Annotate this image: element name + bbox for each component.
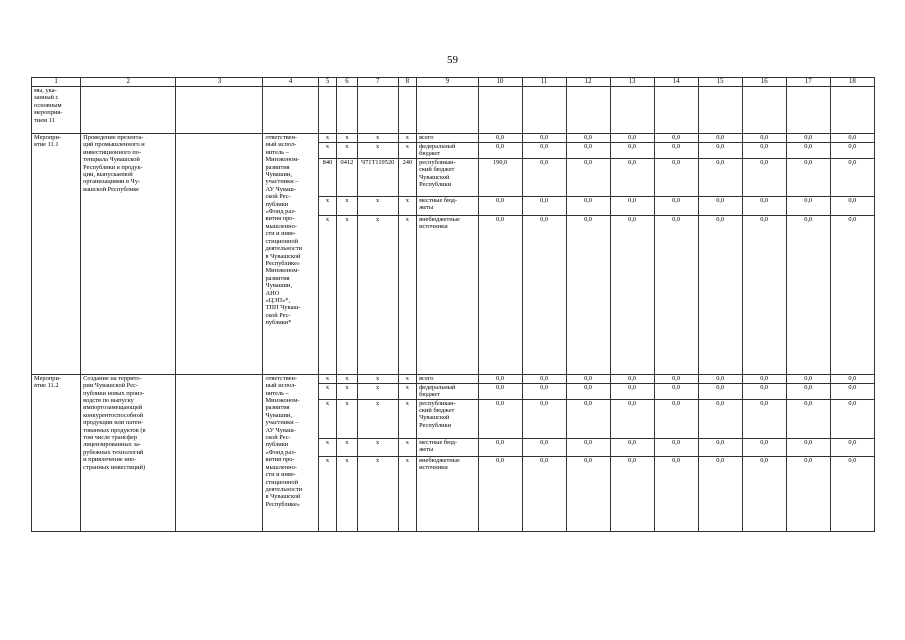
empty-cell bbox=[610, 87, 654, 134]
amount-cell: 0,0 bbox=[522, 438, 566, 456]
amount-cell: 0,0 bbox=[742, 143, 786, 159]
amount-cell: 0,0 bbox=[698, 143, 742, 159]
amount-cell: 0,0 bbox=[698, 134, 742, 143]
code-cell: x bbox=[357, 456, 398, 531]
header-cell: 13 bbox=[610, 78, 654, 87]
amount-cell: 0,0 bbox=[742, 383, 786, 399]
header-cell: 8 bbox=[398, 78, 416, 87]
code-cell: x bbox=[357, 134, 398, 143]
amount-cell: 0,0 bbox=[742, 399, 786, 438]
empty-cell bbox=[263, 87, 318, 134]
amount-cell: 0,0 bbox=[478, 134, 522, 143]
amount-cell: 0,0 bbox=[478, 215, 522, 374]
funding-source: всего bbox=[417, 134, 478, 143]
code-cell: 240 bbox=[398, 158, 416, 196]
funding-source: федеральный бюджет bbox=[417, 143, 478, 159]
code-cell: x bbox=[398, 143, 416, 159]
amount-cell: 0,0 bbox=[830, 143, 874, 159]
amount-cell: 0,0 bbox=[654, 374, 698, 383]
funding-source: местные бюд- жеты bbox=[417, 438, 478, 456]
header-cell: 4 bbox=[263, 78, 318, 87]
responsible-executor: ответствен- ный испол- нитель – Минэконом- развития Чувашии, участники – АУ Чуваш- ской Рес- публики «Фонд раз- вития про- мышленно- сти и инве- стиционной деятельности в Чувашской Республике» bbox=[263, 374, 318, 531]
amount-cell: 0,0 bbox=[742, 456, 786, 531]
amount-cell: 0,0 bbox=[786, 374, 830, 383]
code-cell: x bbox=[337, 134, 357, 143]
amount-cell: 0,0 bbox=[478, 196, 522, 215]
amount-cell: 0,0 bbox=[566, 158, 610, 196]
amount-cell: 0,0 bbox=[830, 196, 874, 215]
code-cell: x bbox=[337, 456, 357, 531]
code-cell: x bbox=[318, 374, 336, 383]
header-cell: 3 bbox=[176, 78, 263, 87]
amount-cell: 0,0 bbox=[478, 438, 522, 456]
amount-cell: 0,0 bbox=[742, 134, 786, 143]
amount-cell: 0,0 bbox=[830, 158, 874, 196]
amount-cell: 0,0 bbox=[654, 456, 698, 531]
code-cell: x bbox=[398, 215, 416, 374]
amount-cell: 0,0 bbox=[522, 383, 566, 399]
code-cell: x bbox=[318, 196, 336, 215]
amount-cell: 0,0 bbox=[566, 383, 610, 399]
code-cell: x bbox=[337, 438, 357, 456]
code-cell: x bbox=[398, 399, 416, 438]
amount-cell: 0,0 bbox=[566, 196, 610, 215]
table-row bbox=[32, 134, 875, 143]
code-cell: Ч71Т119520 bbox=[357, 158, 398, 196]
code-cell: x bbox=[357, 383, 398, 399]
amount-cell: 0,0 bbox=[698, 438, 742, 456]
header-cell: 5 bbox=[318, 78, 336, 87]
code-cell: x bbox=[398, 374, 416, 383]
amount-cell: 0,0 bbox=[522, 215, 566, 374]
amount-cell: 0,0 bbox=[698, 158, 742, 196]
header-cell: 10 bbox=[478, 78, 522, 87]
amount-cell: 0,0 bbox=[566, 134, 610, 143]
amount-cell: 0,0 bbox=[698, 196, 742, 215]
program-table bbox=[31, 77, 875, 532]
amount-cell: 0,0 bbox=[786, 134, 830, 143]
amount-cell: 0,0 bbox=[610, 196, 654, 215]
amount-cell: 0,0 bbox=[830, 374, 874, 383]
header-cell: 6 bbox=[337, 78, 357, 87]
code-cell: x bbox=[357, 438, 398, 456]
responsible-executor: ответствен- ный испол- нитель – Минэконом- развития Чувашии, участники – АУ Чуваш- ской Рес- публики «Фонд раз- вития про- мышленно- сти и инве- стиционной деятельности в Чувашской Республике» Минэконом- развития Чувашии, АНО «ЦЭП»*, ТПП Чуваш- ской Рес- публики* bbox=[263, 134, 318, 375]
amount-cell: 0,0 bbox=[566, 456, 610, 531]
empty-cell bbox=[830, 87, 874, 134]
amount-cell: 0,0 bbox=[610, 456, 654, 531]
amount-cell: 0,0 bbox=[566, 438, 610, 456]
funding-source: республикан- ский бюджет Чувашской Республики bbox=[417, 158, 478, 196]
amount-cell: 0,0 bbox=[610, 143, 654, 159]
empty-cell bbox=[786, 87, 830, 134]
empty-cell bbox=[654, 87, 698, 134]
code-cell: x bbox=[337, 143, 357, 159]
amount-cell: 0,0 bbox=[610, 134, 654, 143]
amount-cell: 0,0 bbox=[830, 399, 874, 438]
funding-source: всего bbox=[417, 374, 478, 383]
code-cell: x bbox=[318, 438, 336, 456]
header-row bbox=[32, 78, 875, 87]
amount-cell: 0,0 bbox=[654, 158, 698, 196]
funding-source: республикан- ский бюджет Чувашской Республики bbox=[417, 399, 478, 438]
header-cell: 11 bbox=[522, 78, 566, 87]
code-cell: 840 bbox=[318, 158, 336, 196]
amount-cell: 0,0 bbox=[698, 374, 742, 383]
empty-cell bbox=[566, 87, 610, 134]
amount-cell: 0,0 bbox=[698, 383, 742, 399]
empty-cell bbox=[398, 87, 416, 134]
amount-cell: 0,0 bbox=[654, 438, 698, 456]
code-cell: x bbox=[357, 374, 398, 383]
empty-cell bbox=[176, 374, 263, 531]
amount-cell: 0,0 bbox=[742, 158, 786, 196]
code-cell: x bbox=[357, 215, 398, 374]
amount-cell: 0,0 bbox=[786, 399, 830, 438]
code-cell: x bbox=[318, 399, 336, 438]
amount-cell: 0,0 bbox=[610, 438, 654, 456]
code-cell: x bbox=[337, 374, 357, 383]
header-cell: 2 bbox=[81, 78, 176, 87]
amount-cell: 0,0 bbox=[786, 143, 830, 159]
empty-cell bbox=[742, 87, 786, 134]
empty-cell bbox=[698, 87, 742, 134]
amount-cell: 0,0 bbox=[830, 134, 874, 143]
amount-cell: 0,0 bbox=[786, 438, 830, 456]
amount-cell: 0,0 bbox=[698, 456, 742, 531]
header-cell: 16 bbox=[742, 78, 786, 87]
amount-cell: 0,0 bbox=[654, 383, 698, 399]
measure-description: Проведение презента- ций промышленного и инвестиционного по- тенциала Чувашской Республики в продук- ции, выпускаемой организациями в Чу- вашской Республике bbox=[81, 134, 176, 375]
amount-cell: 0,0 bbox=[786, 196, 830, 215]
amount-cell: 0,0 bbox=[566, 374, 610, 383]
funding-source: местные бюд- жеты bbox=[417, 196, 478, 215]
code-cell: x bbox=[337, 399, 357, 438]
header-cell: 7 bbox=[357, 78, 398, 87]
amount-cell: 0,0 bbox=[742, 374, 786, 383]
measure-label: Меропри- ятие 11.2 bbox=[32, 374, 81, 531]
amount-cell: 0,0 bbox=[698, 215, 742, 374]
amount-cell: 0,0 bbox=[522, 456, 566, 531]
amount-cell: 0,0 bbox=[610, 215, 654, 374]
code-cell: x bbox=[337, 383, 357, 399]
code-cell: x bbox=[337, 215, 357, 374]
table-row bbox=[32, 374, 875, 383]
code-cell: 0412 bbox=[337, 158, 357, 196]
code-cell: x bbox=[398, 383, 416, 399]
page-number: 59 bbox=[447, 54, 458, 66]
empty-cell bbox=[478, 87, 522, 134]
empty-cell bbox=[176, 134, 263, 375]
code-cell: x bbox=[357, 399, 398, 438]
amount-cell: 0,0 bbox=[566, 143, 610, 159]
amount-cell: 0,0 bbox=[522, 134, 566, 143]
code-cell: x bbox=[398, 196, 416, 215]
header-cell: 15 bbox=[698, 78, 742, 87]
amount-cell: 0,0 bbox=[522, 399, 566, 438]
amount-cell: 0,0 bbox=[654, 143, 698, 159]
amount-cell: 0,0 bbox=[830, 438, 874, 456]
amount-cell: 0,0 bbox=[786, 383, 830, 399]
amount-cell: 0,0 bbox=[698, 399, 742, 438]
amount-cell: 0,0 bbox=[478, 143, 522, 159]
empty-cell bbox=[176, 87, 263, 134]
amount-cell: 0,0 bbox=[742, 215, 786, 374]
amount-cell: 0,0 bbox=[522, 374, 566, 383]
header-cell: 14 bbox=[654, 78, 698, 87]
empty-cell bbox=[318, 87, 336, 134]
amount-cell: 0,0 bbox=[478, 456, 522, 531]
amount-cell: 0,0 bbox=[522, 196, 566, 215]
funding-source: внебюджетные источники bbox=[417, 215, 478, 374]
amount-cell: 0,0 bbox=[786, 215, 830, 374]
code-cell: x bbox=[357, 196, 398, 215]
header-cell: 1 bbox=[32, 78, 81, 87]
amount-cell: 190,0 bbox=[478, 158, 522, 196]
amount-cell: 0,0 bbox=[742, 438, 786, 456]
amount-cell: 0,0 bbox=[786, 456, 830, 531]
amount-cell: 0,0 bbox=[610, 383, 654, 399]
amount-cell: 0,0 bbox=[566, 215, 610, 374]
amount-cell: 0,0 bbox=[522, 143, 566, 159]
code-cell: x bbox=[318, 143, 336, 159]
header-cell: 17 bbox=[786, 78, 830, 87]
amount-cell: 0,0 bbox=[830, 215, 874, 374]
amount-cell: 0,0 bbox=[610, 374, 654, 383]
amount-cell: 0,0 bbox=[830, 383, 874, 399]
continuation-row bbox=[32, 87, 875, 134]
amount-cell: 0,0 bbox=[654, 196, 698, 215]
amount-cell: 0,0 bbox=[654, 399, 698, 438]
amount-cell: 0,0 bbox=[478, 399, 522, 438]
header-cell: 9 bbox=[417, 78, 478, 87]
code-cell: x bbox=[318, 215, 336, 374]
amount-cell: 0,0 bbox=[566, 399, 610, 438]
code-cell: x bbox=[398, 438, 416, 456]
empty-cell bbox=[417, 87, 478, 134]
funding-source: федеральный бюджет bbox=[417, 383, 478, 399]
funding-source: внебюджетные источники bbox=[417, 456, 478, 531]
empty-cell bbox=[81, 87, 176, 134]
code-cell: x bbox=[398, 134, 416, 143]
amount-cell: 0,0 bbox=[654, 134, 698, 143]
code-cell: x bbox=[318, 383, 336, 399]
code-cell: x bbox=[337, 196, 357, 215]
amount-cell: 0,0 bbox=[742, 196, 786, 215]
code-cell: x bbox=[398, 456, 416, 531]
header-cell: 12 bbox=[566, 78, 610, 87]
measure-description: Создание на террито- рии Чувашской Рес- публики новых произ- водств по выпуску импортозамещающей конкурентоспособной продукции или патен- тованных продуктов (в том числе трансфер лицензированных за- рубежных технологий и привлечение ино- странных инвестиций) bbox=[81, 374, 176, 531]
amount-cell: 0,0 bbox=[522, 158, 566, 196]
amount-cell: 0,0 bbox=[610, 158, 654, 196]
amount-cell: 0,0 bbox=[610, 399, 654, 438]
amount-cell: 0,0 bbox=[786, 158, 830, 196]
header-cell: 18 bbox=[830, 78, 874, 87]
empty-cell bbox=[357, 87, 398, 134]
code-cell: x bbox=[318, 134, 336, 143]
code-cell: x bbox=[357, 143, 398, 159]
measure-label: Меропри- ятие 11.1 bbox=[32, 134, 81, 375]
empty-cell bbox=[337, 87, 357, 134]
amount-cell: 0,0 bbox=[478, 374, 522, 383]
amount-cell: 0,0 bbox=[654, 215, 698, 374]
continuation-label: мы, ука- занный с основным мероприя- тием 11 bbox=[32, 87, 81, 134]
amount-cell: 0,0 bbox=[830, 456, 874, 531]
amount-cell: 0,0 bbox=[478, 383, 522, 399]
code-cell: x bbox=[318, 456, 336, 531]
empty-cell bbox=[522, 87, 566, 134]
